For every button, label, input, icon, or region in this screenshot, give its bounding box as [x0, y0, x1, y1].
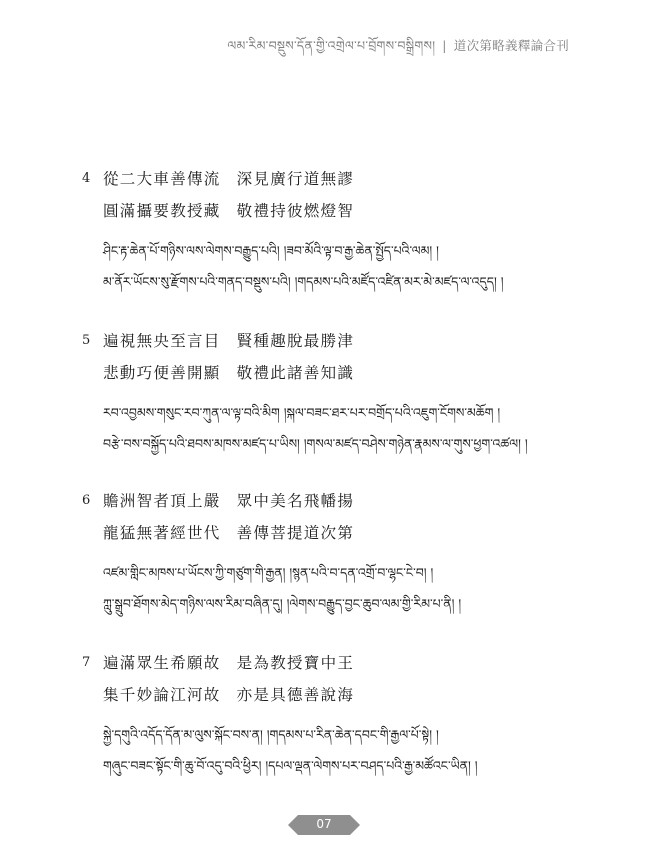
tibetan-verse-line: བརྩེ་བས་བསྐྱོད་པའི་ཐབས་མཁས་མཛད་པ་ཡིས། །གསལ་མཛད་བཤེས་གཉེན་རྣམས་ལ་གུས་ཕྱག་འཚལ། །	[103, 436, 528, 451]
chinese-verse-line	[103, 521, 354, 543]
verse-number: 5	[82, 333, 91, 348]
chinese-phrase: 從二大車善傳流	[103, 170, 221, 188]
chinese-phrase: 遍視無央至言目	[103, 332, 221, 350]
verse-block	[82, 329, 582, 449]
chinese-phrase: 深見廣行道無謬	[236, 170, 355, 188]
chinese-phrase: 遍滿眾生希願故	[103, 654, 221, 672]
chinese-phrase: 眾中美名飛幡揚	[236, 492, 355, 510]
tibetan-verse-line: ཀླུ་སྒྲུབ་ཐོགས་མེད་གཉིས་ལས་རིམ་བཞིན་དུ། །ལེགས་བརྒྱུད་བྱང་ཆུབ་ལམ་གྱི་རིམ་པ་ནི། །	[103, 596, 462, 611]
chinese-verse-line	[103, 199, 354, 221]
chinese-verse-line	[103, 683, 354, 705]
tibetan-verse-line: འཛམ་གླིང་མཁས་པ་ཡོངས་ཀྱི་གཙུག་གི་རྒྱན། །སྙན་པའི་བ་དན་འགྲོ་བ་ལྷང་ངེ་བ། །	[103, 565, 434, 580]
header-separator: |	[442, 38, 447, 53]
page-number: 07	[316, 817, 332, 831]
header-chinese-title: 道次第略義釋論合刊	[453, 38, 569, 53]
verse-number: 6	[82, 493, 91, 508]
verse-block	[82, 167, 582, 287]
chinese-phrase: 亦是具德善說海	[236, 686, 355, 704]
chinese-verse-line	[103, 361, 354, 383]
chinese-verse-line	[103, 489, 354, 511]
tibetan-verse-line: སྐྱེ་དགུའི་འདོད་དོན་མ་ལུས་སྐོང་བས་ན། །གདམས་པ་རིན་ཆེན་དབང་གི་རྒྱལ་པོ་སྟེ། །	[103, 727, 439, 742]
chinese-verse-line	[103, 329, 354, 351]
chinese-phrase: 圓滿攝要教授藏	[103, 202, 221, 220]
chinese-phrase: 敬禮此諸善知識	[236, 364, 355, 382]
verse-block	[82, 651, 582, 771]
chinese-phrase: 贍洲智者頂上嚴	[103, 492, 221, 510]
verse-number: 7	[82, 655, 91, 670]
chinese-verse-line	[103, 167, 354, 189]
chinese-phrase: 善傳菩提道次第	[236, 524, 355, 542]
chinese-phrase: 敬禮持彼燃燈智	[236, 202, 355, 220]
running-header	[227, 32, 569, 67]
tibetan-verse-line: ཤིང་རྟ་ཆེན་པོ་གཉིས་ལས་ལེགས་བརྒྱུད་པའི། །ཟབ་མོའི་ལྟ་བ་རྒྱ་ཆེན་སྤྱོད་པའི་ལམ། །	[103, 243, 439, 258]
chinese-phrase: 賢種趣脫最勝津	[236, 332, 355, 350]
chinese-phrase: 龍猛無著經世代	[103, 524, 221, 542]
tibetan-verse-line: མ་ནོར་ཡོངས་སུ་རྫོགས་པའི་གནད་བསྡུས་པའི། །གདམས་པའི་མཛོད་འཛིན་མར་མེ་མཛད་ལ་འདུད། །	[103, 274, 504, 289]
page-number-tab	[288, 815, 360, 835]
verse-number: 4	[82, 171, 91, 186]
tibetan-verse-line: རབ་འབྱམས་གསུང་རབ་ཀུན་ལ་ལྟ་བའི་མིག །སྐལ་བཟང་ཐར་པར་བགྲོད་པའི་འཇུག་ངོགས་མཆོག །	[103, 405, 501, 420]
chinese-verse-line	[103, 651, 354, 673]
chinese-phrase: 集千妙論江河故	[103, 686, 221, 704]
tibetan-verse-line: གཞུང་བཟང་སྟོང་གི་ཆུ་བོ་འདུ་བའི་ཕྱིར། །དཔལ་ལྡན་ལེགས་པར་བཤད་པའི་རྒྱ་མཚོའང་ཡིན། །	[103, 758, 478, 773]
chinese-phrase: 是為教授寶中王	[236, 654, 355, 672]
verse-block	[82, 489, 582, 609]
chinese-phrase: 悲動巧便善開顯	[103, 364, 221, 382]
header-tibetan-title: ལམ་རིམ་བསྡུས་དོན་གྱི་འགྲེལ་པ་བྲོགས་བསྒྲིགས།	[227, 38, 436, 53]
